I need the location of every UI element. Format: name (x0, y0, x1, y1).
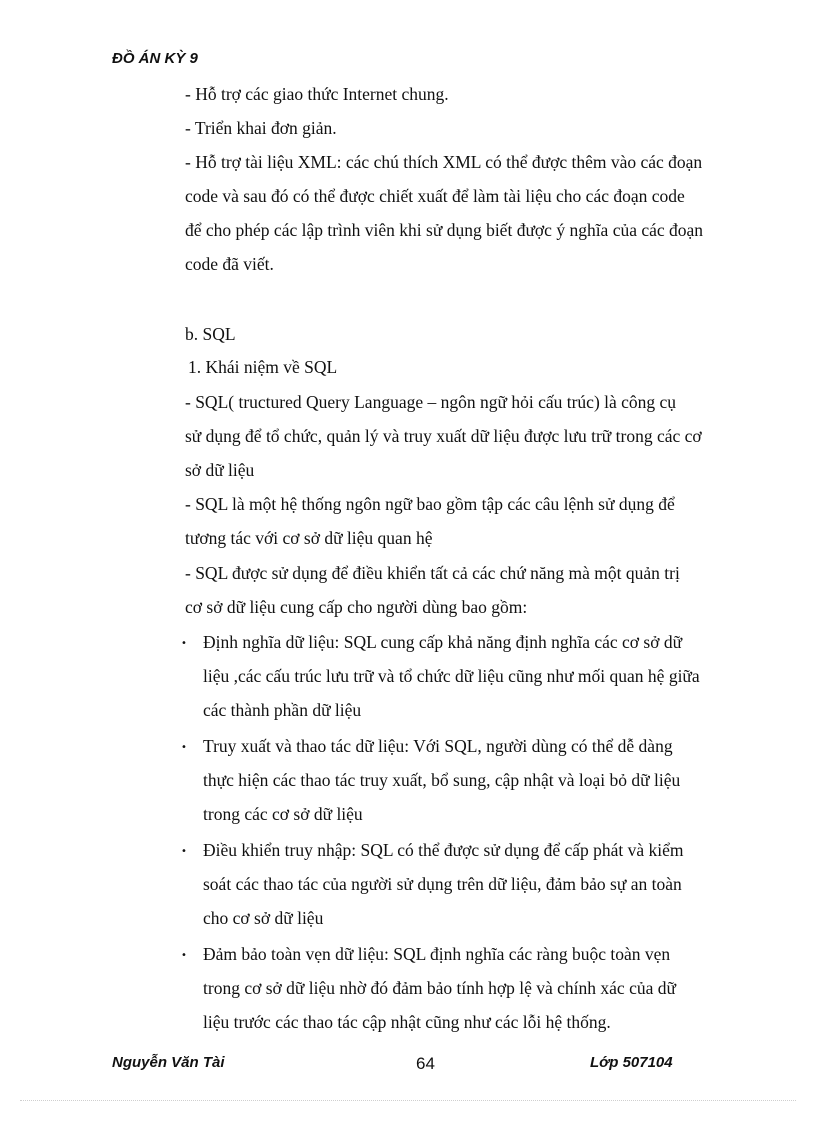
subsection-heading: 1. Khái niệm về SQL (188, 357, 338, 377)
section-heading: b. SQL (185, 324, 236, 344)
text-line: tương tác với cơ sở dữ liệu quan hệ (185, 528, 433, 548)
bullet-icon: • (181, 846, 187, 857)
bullet-icon: • (181, 950, 187, 961)
list-item-text: liệu ,các cấu trúc lưu trữ và tổ chức dữ liệu cũng như mối quan hệ giữa (203, 666, 700, 686)
text-line: để cho phép các lập trình viên khi sử dụng biết được ý nghĩa của các đoạn (185, 220, 704, 240)
list-item-text: trong các cơ sở dữ liệu (203, 804, 363, 824)
text-line: - SQL là một hệ thống ngôn ngữ bao gồm tập các câu lệnh sử dụng để (185, 494, 675, 514)
text-line: - Triển khai đơn giản. (185, 118, 337, 138)
text-line: cơ sở dữ liệu cung cấp cho người dùng bao gồm: (185, 597, 528, 617)
list-item-text: các thành phần dữ liệu (203, 700, 362, 720)
list-item-text: cho cơ sở dữ liệu (203, 908, 324, 928)
list-item-text: thực hiện các thao tác truy xuất, bổ sung, cập nhật và loại bỏ dữ liệu (203, 770, 681, 790)
text-line: - SQL( tructured Query Language – ngôn ngữ hỏi cấu trúc) là công cụ (185, 392, 677, 412)
text-line: sử dụng để tổ chức, quản lý và truy xuất dữ liệu được lưu trữ trong các cơ (185, 426, 702, 446)
text-line: sở dữ liệu (185, 460, 255, 480)
list-item-text: liệu trước các thao tác cập nhật cũng như các lỗi hệ thống. (203, 1012, 611, 1032)
text-line: - Hỗ trợ các giao thức Internet chung. (185, 84, 449, 104)
list-item-text: Đảm bảo toàn vẹn dữ liệu: SQL định nghĩa các ràng buộc toàn vẹn (203, 944, 671, 964)
list-item-text: soát các thao tác của người sử dụng trên dữ liệu, đảm bảo sự an toàn (203, 874, 682, 894)
list-item-text: Truy xuất và thao tác dữ liệu: Với SQL, người dùng có thể dễ dàng (203, 736, 673, 756)
text-line: - SQL được sử dụng để điều khiển tất cả các chứ năng mà một quản trị (185, 563, 680, 583)
bullet-icon: • (181, 742, 187, 753)
document-header-title: ĐỒ ÁN KỲ 9 (112, 50, 198, 67)
text-line: - Hỗ trợ tài liệu XML: các chú thích XML có thể được thêm vào các đoạn (185, 152, 703, 172)
page-bottom-divider (20, 1100, 796, 1101)
list-item-text: Định nghĩa dữ liệu: SQL cung cấp khả năng định nghĩa các cơ sở dữ (203, 632, 683, 652)
footer-author: Nguyễn Văn Tài (112, 1054, 225, 1071)
list-item-text: trong cơ sở dữ liệu nhờ đó đảm bảo tính hợp lệ và chính xác của dữ (203, 978, 676, 998)
page-number: 64 (416, 1054, 435, 1073)
footer-class-label: Lớp 507104 (590, 1054, 673, 1071)
text-line: code đã viết. (185, 254, 274, 274)
list-item-text: Điều khiển truy nhập: SQL có thể được sử dụng để cấp phát và kiểm (203, 840, 684, 860)
bullet-icon: • (181, 638, 187, 649)
text-line: code và sau đó có thể được chiết xuất để làm tài liệu cho các đoạn code (185, 186, 685, 206)
